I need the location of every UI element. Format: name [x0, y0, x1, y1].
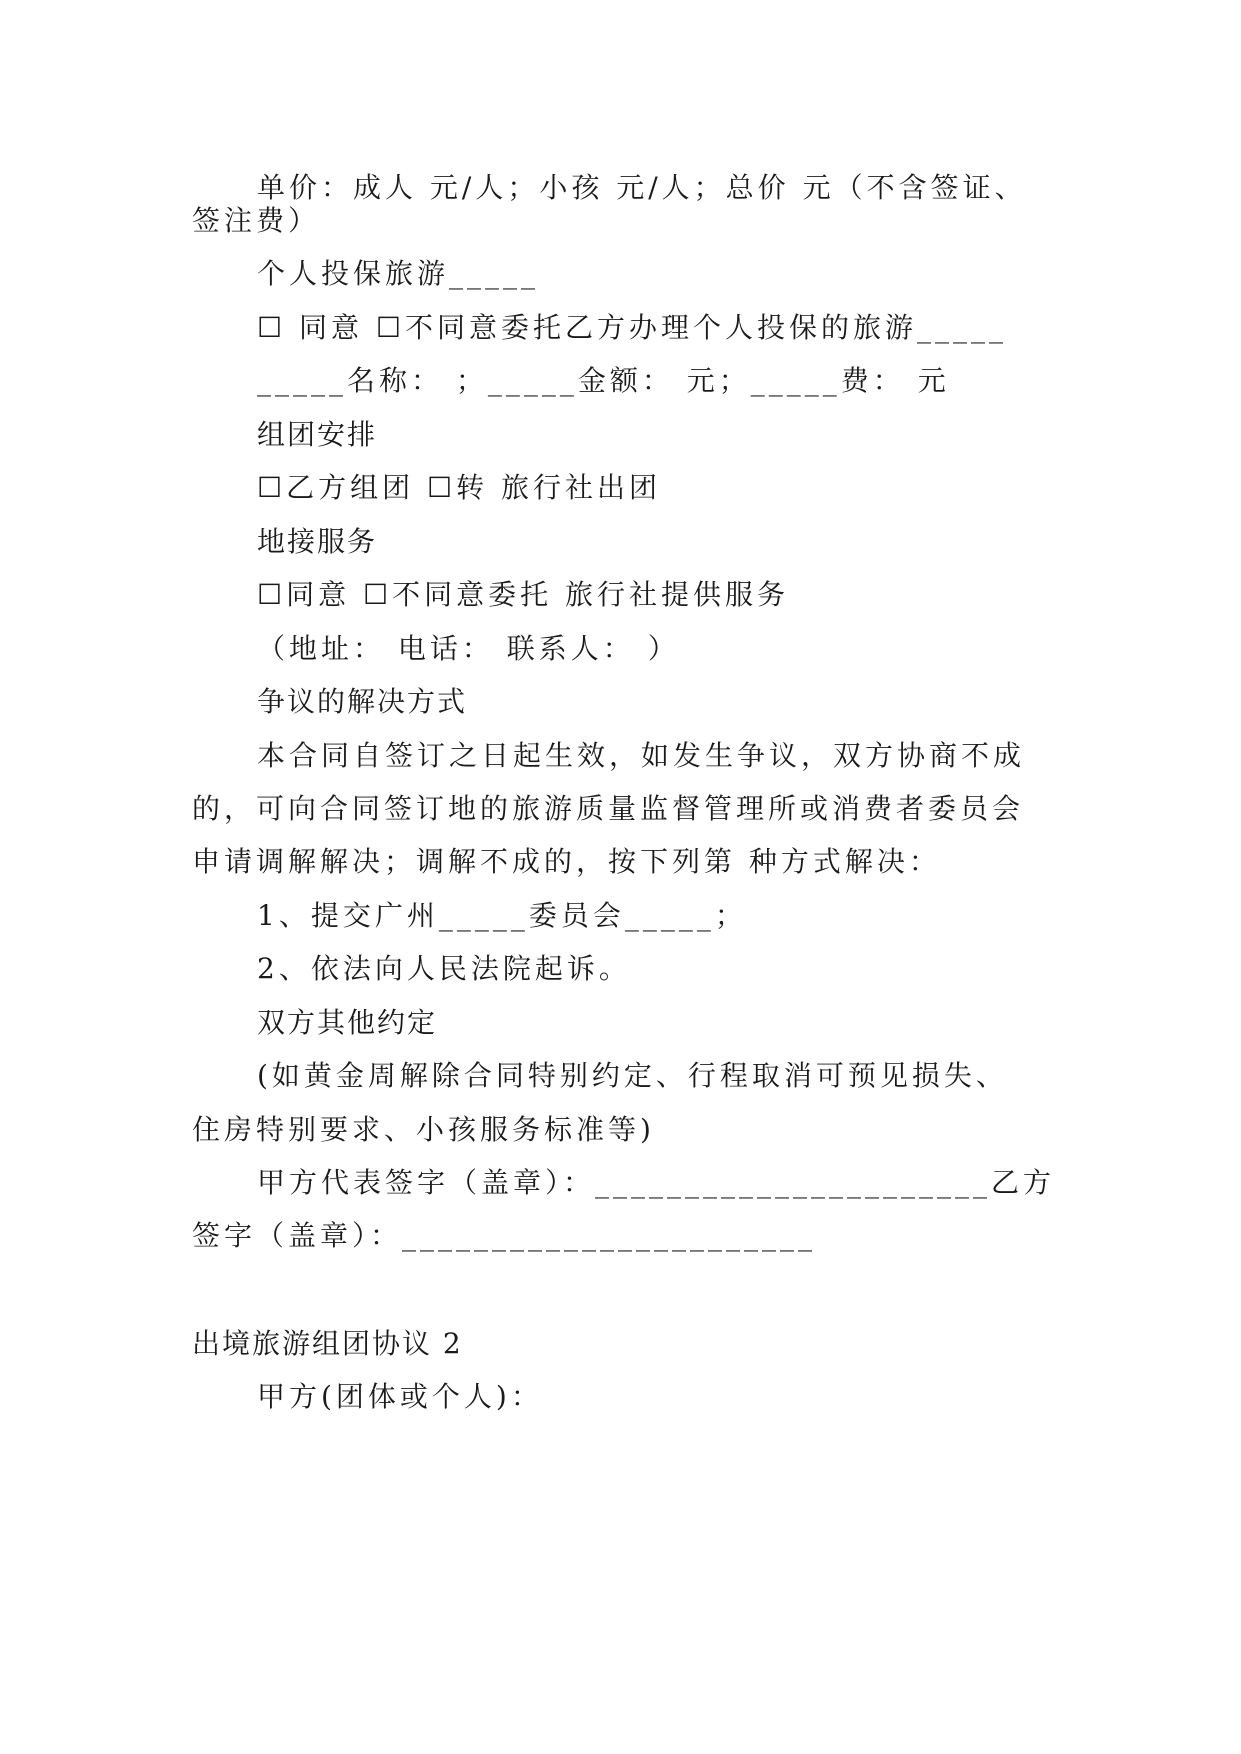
dispute-option-1: 1、提交广州_____委员会_____；	[257, 899, 747, 932]
dispute-paragraph-line-3: 申请调解解决；调解不成的，按下列第 种方式解决：	[192, 845, 941, 878]
insurance-consent-line: ☐ 同意 ☐不同意委托乙方办理个人投保的旅游_____	[257, 311, 1008, 344]
price-line: 单价：成人 元/人；小孩 元/人；总价 元（不含签证、	[257, 171, 1027, 204]
signature-line-party-b: 签字（盖章）：_______________________	[192, 1219, 817, 1252]
insurance-heading: 个人投保旅游_____	[257, 257, 540, 290]
other-agreements-line-2: 住房特别要求、小孩服务标准等)	[192, 1113, 655, 1146]
local-service-options: ☐同意 ☐不同意委托 旅行社提供服务	[257, 578, 790, 611]
dispute-paragraph-line-1: 本合同自签订之日起生效，如发生争议，双方协商不成	[257, 739, 1026, 772]
other-agreements-heading: 双方其他约定	[257, 1006, 438, 1039]
insurance-details-line: _____名称： ；_____金额： 元；_____费： 元	[257, 364, 950, 397]
group-arrangement-heading: 组团安排	[257, 418, 378, 451]
dispute-paragraph-line-2: 的，可向合同签订地的旅游质量监督管理所或消费者委员会	[192, 792, 1025, 825]
other-agreements-line-1: (如黄金周解除合同特别约定、行程取消可预见损失、	[257, 1059, 1008, 1092]
group-arrangement-options: ☐乙方组团 ☐转 旅行社出团	[257, 471, 662, 504]
local-service-heading: 地接服务	[257, 525, 378, 558]
signature-line-party-a: 甲方代表签字（盖章）：______________________乙方	[257, 1166, 1056, 1199]
dispute-heading: 争议的解决方式	[257, 685, 468, 718]
section-title: 出境旅游组团协议 2	[192, 1327, 463, 1360]
dispute-option-2: 2、依法向人民法院起诉。	[257, 952, 631, 985]
price-line-continued: 签注费）	[192, 204, 321, 237]
local-service-contact: （地址： 电话： 联系人： ）	[257, 632, 680, 665]
party-a-line: 甲方(团体或个人)：	[257, 1380, 543, 1413]
